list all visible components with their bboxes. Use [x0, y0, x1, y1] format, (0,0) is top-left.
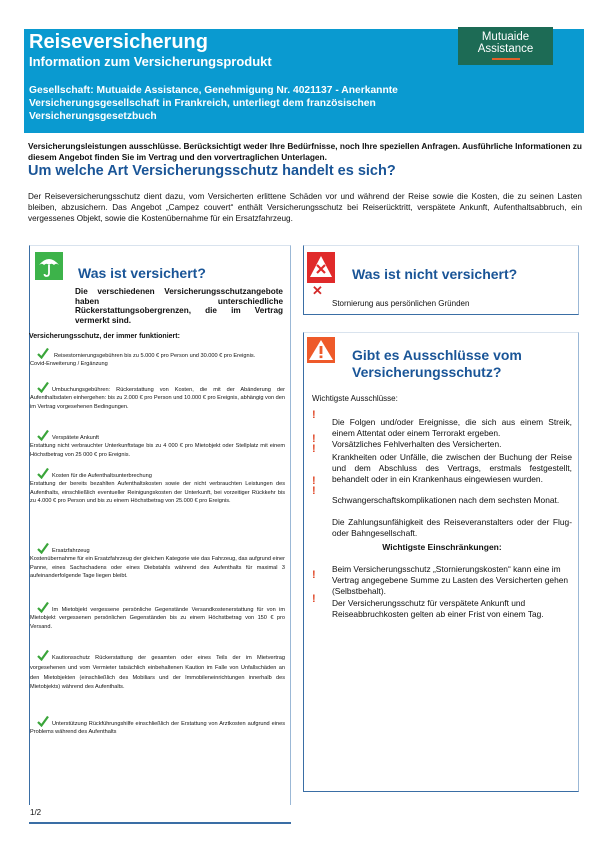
warning-icon [307, 337, 335, 363]
exclusion-item: Vorsätzliches Fehlverhalten des Versicherten. [332, 439, 502, 449]
intro-text: Versicherungsleistungen ausschlüsse. Berücksichtigt weder Ihre Bedürfnisse, noch Ihre speziellen Anfragen. Ausführliche Informationen zu diesem Angebot finden Sie im Vertrag und den vorvertraglichen Unterlagen. [28, 141, 582, 162]
insured-item: Reisestornierungsgebühren bis zu 5.000 € pro Person und 30.000 € pro Ereignis. Covid-Erweiterung / Ergänzung [30, 347, 285, 369]
insured-item: Ersatzfahrzeug Kostenübernahme für ein Ersatzfahrzeug der gleichen Kategorie wie das Fahrzeug, das aufgrund einer Panne, eines Sachschadens oder eines Diebstahls während des Aufenthalts für maximal 3 aufeinanderfolgende Tage liegen bleibt. [30, 542, 285, 581]
not-insured-box [303, 245, 579, 315]
exclusion-item: Die Folgen und/oder Ereignisse, die sich aus einem Streik, einem Attentat oder einem Terrorakt ergeben. [332, 417, 572, 438]
page-number: 1/2 [30, 808, 42, 817]
exclusion-item: Schwangerschaftskomplikationen nach dem sechsten Monat. [332, 495, 560, 505]
checkmark-icon [37, 467, 49, 479]
insured-item: Verspätete Ankunft Erstattung nicht verbrauchter Unterkunftstage bis zu 4 000 € pro Mietobjekt oder Stellplatz mit einem Höchstbetrag von 25 000 € pro Ereignis. [30, 429, 285, 459]
insured-item: Umbuchungsgebühren: Rückerstattung von Kosten, die mit der Abänderung der Aufenthaltsdaten einhergehen: bis zu 2.000 € pro Person und 10.000 € pro Ereignis, abhängig von den im Vertrag vorgesehenen Bedingungen. [30, 381, 285, 411]
description-text: Der Reiseversicherungsschutz dient dazu, vom Versicherten erlittene Schäden vor und während der Reise sowie die Kosten, die zu seinen Lasten bleiben, abzusichern. Das Angebot „Campez couvert“ enthält Versicherungsschutz bei Reiserücktritt, verspätete Ankunft, Aufenthaltsabbruch, ein vergessenes Objekt, sowie die Kostenübernahme für ein Ersatzfahrzeug. [28, 192, 582, 224]
checkmark-icon [37, 715, 49, 727]
restriction-item: Der Versicherungsschutz für verspätete Ankunft und Reiseabbruchkosten gelten ab einer Frist von einem Tag. [332, 598, 544, 619]
not-insured-item: Stornierung aus persönlichen Gründen [332, 299, 470, 308]
exclusion-item: Krankheiten oder Unfälle, die zwischen der Buchung der Reise und dem Abschluss des Vertrags, erstmals festgestellt, behandelt oder in ein Krankenhaus eingewiesen wurden. [332, 452, 572, 484]
restrictions-heading: Wichtigste Einschränkungen: [382, 542, 502, 552]
exclusion-item: Die Zahlungsunfähigkeit des Reiseveranstalters oder der Flug- oder Bahngesellschaft. [332, 517, 572, 538]
mutuaide-logo [458, 27, 553, 65]
left-box-bottom-rule [29, 822, 291, 824]
insured-item: Im Mietobjekt vergessene persönliche Gegenstände Versandkostenerstattung für von im Mietobjekt vergessenen persönlichen Gegenständen bis zu einem Höchstbetrag von 150 € pro Versand. [30, 601, 285, 631]
checkmark-icon [37, 601, 49, 613]
section-heading: Um welche Art Versicherungsschutz handelt es sich? [28, 163, 396, 179]
exclamation-icon: ! [312, 409, 316, 421]
exclusions-title: Gibt es Ausschlüsse vom Versicherungsschutz? [352, 347, 522, 380]
exclusions-box [303, 332, 579, 792]
not-insured-title: Was ist nicht versichert? [352, 266, 518, 282]
exclamation-icon: ! [312, 485, 316, 497]
exclamation-icon: ! [312, 569, 316, 581]
logo-line1: Mutuaide [481, 31, 530, 43]
checkmark-icon [37, 381, 49, 393]
cross-icon: ✕ [312, 283, 323, 298]
insured-item: Unterstützung Rückführungshilfe einschließlich der Erstattung von Arztkosten aufgrund eines Problems während des Aufenthalts [30, 715, 285, 737]
exclamation-icon: ! [312, 433, 316, 445]
insured-label: Versicherungsschutz, der immer funktioniert: [29, 333, 180, 340]
logo-accent-bar [492, 58, 520, 60]
checkmark-icon [37, 649, 49, 661]
exclamation-icon: ! [312, 593, 316, 605]
insured-title: Was ist versichert? [78, 265, 206, 281]
logo-line2: Assistance [477, 43, 534, 55]
insured-box [29, 245, 291, 805]
exclamation-icon: ! [312, 475, 316, 487]
checkmark-icon [37, 429, 49, 441]
document-subtitle: Information zum Versicherungsprodukt [29, 54, 272, 69]
insured-item: Kautionsschutz Rückerstattung der gesamten oder eines Teils der im Mietvertrag vorgesehenen und vom Vermieter tatsächlich einbehaltenen Kaution im Falle von Unfallschäden an den Mietobjekten (einschließlich des Mobiliars und der Immobileneinrichtungen innerhalb des Mietobjekts) während des Aufenthalts. [30, 649, 285, 693]
exclusions-label: Wichtigste Ausschlüsse: [312, 394, 398, 403]
company-info: Gesellschaft: Mutuaide Assistance, Genehmigung Nr. 4021137 - Anerkannte Versicherungsgesellschaft in Frankreich, unterliegt dem französischen Versicherungsgesetzbuch [29, 85, 398, 122]
insured-item: Kosten für die Aufenthaltsunterbrechung Erstattung der bereits bezahlten Aufenthaltskosten sowie der nicht verbrauchten Leistungen des Aufenthalts, einschließlich eventueller Reinigungskosten der Unterkunft, bei vorzeitiger Rückkehr bis zu 4.000 € pro Person und bis zu einem Höchstbetrag von 25.000 € pro Ereignis. [30, 467, 285, 506]
checkmark-icon [37, 347, 49, 359]
umbrella-icon [35, 252, 63, 280]
warning-triangle-x-icon [307, 252, 335, 283]
insured-subtitle: Die verschiedenen Versicherungsschutzangebote haben unterschiedliche Rückerstattungsobergrenzen, die im Vertrag vermerkt sind. [75, 287, 283, 325]
restriction-item: Beim Versicherungsschutz „Stornierungskosten“ kann eine im Vertrag angegebene Summe zu Lasten des Versicherten gehen (Selbstbehalt). [332, 564, 569, 596]
document-title: Reiseversicherung [29, 31, 208, 53]
checkmark-icon [37, 542, 49, 554]
exclamation-icon: ! [312, 443, 316, 455]
